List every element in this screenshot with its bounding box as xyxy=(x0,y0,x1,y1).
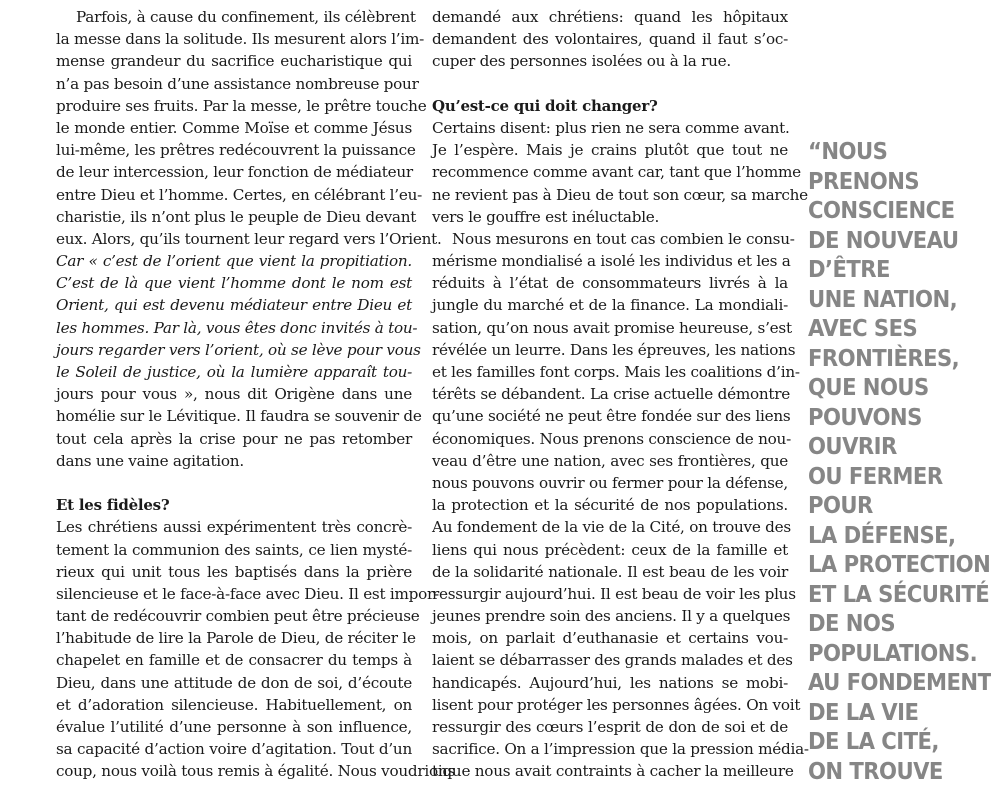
text-line: évalue l’utilité d’une personne à son influence, xyxy=(56,716,412,738)
pull-quote-line: FRONTIÈRES, xyxy=(808,345,959,375)
text-line: tout cela après la crise pour ne pas retomber xyxy=(56,428,412,450)
text-line: coup, nous voilà tous remis à égalité. Nous voudrions xyxy=(56,760,412,782)
text-line: térêts se débandent. La crise actuelle démontre xyxy=(432,383,788,405)
text-line: dans une vaine agitation. xyxy=(56,450,412,472)
text-line: la protection et la sécurité de nos populations. xyxy=(432,494,788,516)
text-line: mois, on parlait d’euthanasie et certains vou- xyxy=(432,627,788,649)
pull-quote-line: POUVONS xyxy=(808,404,959,434)
text-line: chapelet en famille et de consacrer du temps à xyxy=(56,649,412,671)
pull-quote-line: POUR xyxy=(808,492,959,522)
text-line: ne revient pas à Dieu de tout son cœur, sa marche xyxy=(432,184,788,206)
pull-quote-line: LA DÉFENSE, xyxy=(808,522,959,552)
text-line: sation, qu’on nous avait promise heureuse, s’est xyxy=(432,317,788,339)
text-line: mense grandeur du sacrifice eucharistique qui xyxy=(56,50,412,72)
pull-quote-line: ET LA SÉCURITÉ xyxy=(808,581,959,611)
text-line: sa capacité d’action voire d’agitation. Tout d’un xyxy=(56,738,412,760)
text-line: et les familles font corps. Mais les coalitions d’in- xyxy=(432,361,788,383)
text-line: Certains disent: plus rien ne sera comme avant. xyxy=(432,117,788,139)
paragraph-gap xyxy=(56,472,412,494)
text-line: le Soleil de justice, où la lumière apparaît tou- xyxy=(56,361,412,383)
text-line: nous pouvons ouvrir ou fermer pour la défense, xyxy=(432,472,788,494)
text-line: Les chrétiens aussi expérimentent très concrè- xyxy=(56,516,412,538)
text-line: silencieuse et le face-à-face avec Dieu. Il est impor- xyxy=(56,583,412,605)
text-line: Orient, qui est devenu médiateur entre Dieu et xyxy=(56,294,412,316)
text-line: ressurgir aujourd’hui. Il est beau de voir les plus xyxy=(432,583,788,605)
pull-quote xyxy=(808,138,959,787)
text-line: demandé aux chrétiens: quand les hôpitaux xyxy=(432,6,788,28)
text-line: Dieu, dans une attitude de don de soi, d’écoute xyxy=(56,672,412,694)
text-line: jours pour vous », nous dit Origène dans une xyxy=(56,383,412,405)
text-line: tique nous avait contraints à cacher la meilleure xyxy=(432,760,788,782)
text-line: ressurgir des cœurs l’esprit de don de soi et de xyxy=(432,716,788,738)
pull-quote-line: CONSCIENCE xyxy=(808,197,959,227)
text-line: sacrifice. On a l’impression que la pression média- xyxy=(432,738,788,760)
text-line: lui-même, les prêtres redécouvrent la puissance xyxy=(56,139,412,161)
pull-quote-line: POPULATIONS. xyxy=(808,640,959,670)
text-line: et d’adoration silencieuse. Habituellement, on xyxy=(56,694,412,716)
text-line: l’habitude de lire la Parole de Dieu, de réciter le xyxy=(56,627,412,649)
text-line: demandent des volontaires, quand il faut s’oc- xyxy=(432,28,788,50)
text-line: Nous mesurons en tout cas combien le consu- xyxy=(432,228,788,250)
pull-quote-line: AU FONDEMENT xyxy=(808,669,959,699)
text-line: Car « c’est de l’orient que vient la propitiation. xyxy=(56,250,412,272)
text-line: n’a pas besoin d’une assistance nombreuse pour xyxy=(56,73,412,95)
pull-quote-line: DE NOUVEAU xyxy=(808,227,959,257)
text-line: laient se débarrasser des grands malades et des xyxy=(432,649,788,671)
text-line: Parfois, à cause du confinement, ils célèbrent xyxy=(56,6,412,28)
text-line: tement la communion des saints, ce lien mysté- xyxy=(56,539,412,561)
text-line: qu’une société ne peut être fondée sur des liens xyxy=(432,405,788,427)
text-line: mérisme mondialisé a isolé les individus et les a xyxy=(432,250,788,272)
pull-quote-line: OU FERMER xyxy=(808,463,959,493)
text-line: le monde entier. Comme Moïse et comme Jésus xyxy=(56,117,412,139)
text-line: produire ses fruits. Par la messe, le prêtre touche xyxy=(56,95,412,117)
pull-quote-line: AVEC SES xyxy=(808,315,959,345)
text-line: vers le gouffre est inéluctable. xyxy=(432,206,788,228)
text-line: réduits à l’état de consommateurs livrés à la xyxy=(432,272,788,294)
pull-quote-line: OUVRIR xyxy=(808,433,959,463)
pull-quote-line: PRENONS xyxy=(808,168,959,198)
pull-quote-line: UNE NATION, xyxy=(808,286,959,316)
text-line: recommence comme avant car, tant que l’homme xyxy=(432,161,788,183)
text-line: la messe dans la solitude. Ils mesurent alors l’im- xyxy=(56,28,412,50)
text-line: de la solidarité nationale. Il est beau de les voir xyxy=(432,561,788,583)
text-line: homélie sur le Lévitique. Il faudra se souvenir de xyxy=(56,405,412,427)
text-line: entre Dieu et l’homme. Certes, en célébrant l’eu- xyxy=(56,184,412,206)
text-line: Au fondement de la vie de la Cité, on trouve des xyxy=(432,516,788,538)
text-line: rieux qui unit tous les baptisés dans la prière xyxy=(56,561,412,583)
pull-quote-line: D’ÊTRE xyxy=(808,256,959,286)
text-line: cuper des personnes isolées ou à la rue. xyxy=(432,50,788,72)
text-line: lisent pour protéger les personnes âgées. On voit xyxy=(432,694,788,716)
text-line: de leur intercession, leur fonction de médiateur xyxy=(56,161,412,183)
text-line: jours regarder vers l’orient, où se lève pour vous xyxy=(56,339,412,361)
pull-quote-line: LA PROTECTION xyxy=(808,551,959,581)
middle-text-column xyxy=(432,6,788,783)
text-line: les hommes. Par là, vous êtes donc invités à tou- xyxy=(56,317,412,339)
text-line: eux. Alors, qu’ils tournent leur regard vers l’Orient. xyxy=(56,228,412,250)
section-heading: Et les fidèles? xyxy=(56,494,412,516)
text-line: jeunes prendre soin des anciens. Il y a quelques xyxy=(432,605,788,627)
text-line: liens qui nous précèdent: ceux de la famille et xyxy=(432,539,788,561)
pull-quote-line: DE LA VIE xyxy=(808,699,959,729)
text-line: économiques. Nous prenons conscience de nou- xyxy=(432,428,788,450)
pull-quote-line: ON TROUVE xyxy=(808,758,959,787)
text-line: charistie, ils n’ont plus le peuple de Dieu devant xyxy=(56,206,412,228)
pull-quote-line: DE LA CITÉ, xyxy=(808,728,959,758)
paragraph-gap xyxy=(432,73,788,95)
text-line: veau d’être une nation, avec ses frontières, que xyxy=(432,450,788,472)
text-line: révélée un leurre. Dans les épreuves, les nations xyxy=(432,339,788,361)
text-line: handicapés. Aujourd’hui, les nations se mobi- xyxy=(432,672,788,694)
text-line: tant de redécouvrir combien peut être précieuse xyxy=(56,605,412,627)
text-line: C’est de là que vient l’homme dont le nom est xyxy=(56,272,412,294)
section-heading: Qu’est-ce qui doit changer? xyxy=(432,95,788,117)
pull-quote-line: QUE NOUS xyxy=(808,374,959,404)
text-line: jungle du marché et de la finance. La mondiali- xyxy=(432,294,788,316)
pull-quote-line: “NOUS xyxy=(808,138,959,168)
pull-quote-line: DE NOS xyxy=(808,610,959,640)
text-line: Je l’espère. Mais je crains plutôt que tout ne xyxy=(432,139,788,161)
left-text-column xyxy=(56,6,412,783)
